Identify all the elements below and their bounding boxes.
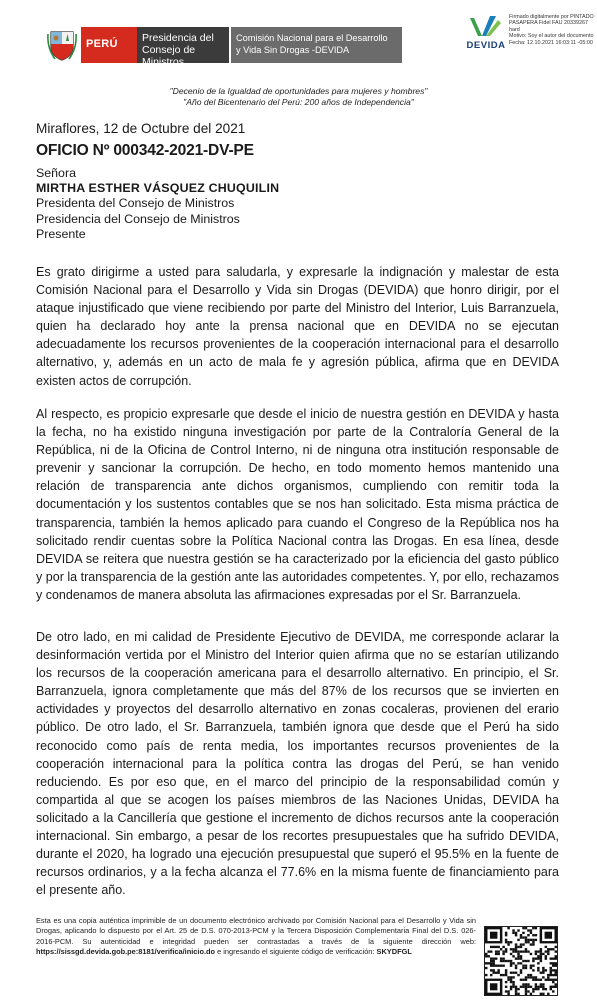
decade-motto [0, 86, 597, 107]
devida-mark-icon [460, 14, 512, 42]
pcm-line-2: Consejo de Ministros [142, 44, 196, 68]
oficio-number: OFICIO Nº 000342-2021-DV-PE [36, 142, 254, 159]
verification-url[interactable]: https://sissgd.devida.gob.pe:8181/verifica/inicio.do [36, 947, 216, 957]
devida-logo [460, 14, 512, 60]
salutation: Señora [36, 166, 76, 180]
signature-line: Fecha: 12.10.2021 16:03:11 -05:00 [509, 39, 593, 46]
commission-line-1: Comisión Nacional para el Desarrollo [236, 33, 388, 43]
anio-line: "Año del Bicentenario del Perú: 200 años de Independencia" [183, 96, 414, 107]
pcm-block [137, 27, 229, 68]
signature-line: hard [509, 26, 520, 33]
commission-line-2: y Vida Sin Drogas -DEVIDA [236, 45, 350, 55]
digital-signature [509, 14, 597, 46]
footer-text: Esta es una copia auténtica imprimible de un documento electrónico archivado por Comisión Nacional para el Desarrollo y Vida sin Drogas, aplicando lo dispuesto por el Art. 25 de D.S. 070-2013-PCM y la Tercera Disposición Complementaria Final del D.S. 026- 2016-PCM. Su autenticidad e integridad pueden ser contrastadas a través de la siguiente dirección web: [36, 916, 476, 946]
signature-line: Firmado digitalmente por PINTADO [509, 14, 594, 20]
peru-label: PERÚ [86, 38, 118, 50]
paragraph-1: Es grato dirigirme a usted para saludarla, y expresarle la indignación y malestar de esta Comisión Nacional para el Desarrollo y Vida sin Drogas (DEVIDA) que honro dirigir, por el ataque injustificado que viene recibiendo por parte del Ministro del Interior, Luis Barranzuela, quien ha declarado hoy ante la prensa nacional que en DEVIDA no se ejecutan adecuadamente los recursos provenientes de la cooperación internacional para el desarrollo alternativo, y, además en un acto de mala fe y agresión pública, afirma que en DEVIDA existen actos de corrupción. [36, 265, 559, 388]
recipient-role: Presidenta del Consejo de Ministros [36, 196, 235, 211]
authenticity-footer [36, 916, 476, 958]
commission-block [231, 27, 402, 63]
letterhead [0, 0, 597, 80]
presente: Presente [36, 226, 86, 241]
paragraph-3: De otro lado, en mi calidad de Presidente Ejecutivo de DEVIDA, me corresponde aclarar la desinformación vertida por el Ministro del Interior quien afirma que no se estarían utilizando los recursos de la cooperación americana para el desarrollo alternativo. En principio, el Sr. Barranzuela, ignora completamente que más del 87% de los recursos que se invierten en actividades y proyectos del desarrollo alternativo en zonas cocaleras, provienen del erario público. De otro lado, el Sr. Barranzuela, también ignora que desde que el Perú ha sido reconocido como país de renta media, los importantes recursos provenientes de la cooperación internacional para la política contra las drogas del Perú, se han venido reduciendo. Es por eso que, en el marco del principio de la responsabilidad común y compartida al que se acogen los países miembros de las Naciones Unidas, DEVIDA ha solicitado a la Cancillería que gestione el incremento de dichos recursos ante la cooperación internacional. Sin embargo, a pesar de los recortes presupuestales que ha sufrido DEVIDA, durante el 2020, ha logrado una ejecución presupuestal que superó el 95.5% en la fuente de recursos ordinarios, y a la fecha alcanza el 77.6% en la misma fuente de financiamiento para el presente año. [36, 630, 559, 898]
recipient-block [36, 166, 279, 242]
paragraph-2: Al respecto, es propicio expresarle que desde el inicio de nuestra gestión en DEVIDA y hasta la fecha, no ha existido ninguna investigación por parte de la Contraloría General de la República, ni de la Oficina de Control Interno, ni de ninguna otra institución responsable de prevenir y sancionar la corrupción. De hecho, en todo momento hemos mantenido una relación de transparencia ante dichos organismos, cumpliendo con remitir toda la documentación y los sustentos contables que se nos han solicitado. Esta misma práctica de transparencia, también la hemos aplicado para cuando el Congreso de la República nos ha solicitado rendir cuentas sobre la Política Nacional contra las Drogas. En esa línea, desde DEVIDA se reitera que nuestra gestión se ha caracterizado por la eficiencia del gasto público y por la transparencia de la gestión ante las autoridades competentes. Y, por ello, rechazamos y condenamos de manera absoluta las afirmaciones expresadas por el Sr. Barranzuela. [36, 407, 559, 602]
devida-logo-text: DEVIDA [466, 40, 506, 51]
peru-flag-block [81, 27, 137, 63]
pcm-line-1: Presidencia del [142, 32, 214, 44]
recipient-org: Presidencia del Consejo de Ministros [36, 211, 240, 226]
signature-line: PASAPERA Fidel FAU 20339267 [509, 20, 589, 27]
peru-coat-of-arms-icon [47, 28, 77, 62]
recipient-name: MIRTHA ESTHER VÁSQUEZ CHUQUILIN [36, 181, 280, 196]
decenio-line: "Decenio de la Igualdad de oportunidades para mujeres y hombres" [169, 86, 428, 96]
qr-code-icon [484, 926, 558, 996]
place-date: Miraflores, 12 de Octubre del 2021 [36, 121, 246, 136]
footer-text-2: e ingresando el siguiente código de verificación: [215, 947, 377, 957]
signature-line: Motivo: Soy el autor del documento [509, 33, 594, 40]
verification-code: SKYDFGL [376, 947, 412, 957]
